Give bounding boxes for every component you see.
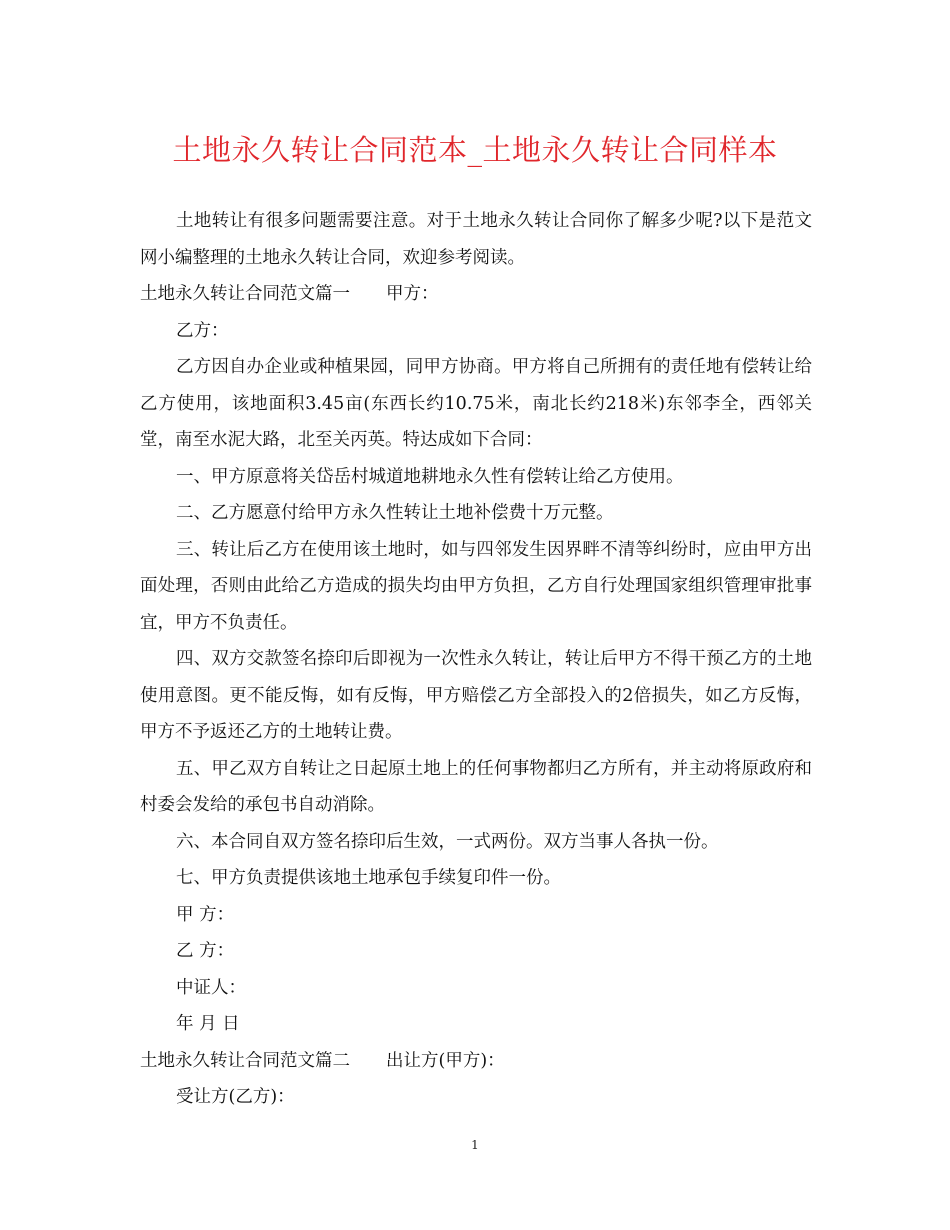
section1-party-b: 乙方： — [176, 320, 229, 341]
section1-preamble: 乙方因自办企业或种植果园，同甲方协商。甲方将自己所拥有的责任地有偿转让给乙方使用，该地面积3.45亩(东西长约10.75米，南北长约218米)东邻李全，西邻关堂，南至水泥大路，北至关丙英。特达成如下合同： — [140, 357, 812, 450]
section2-transferee: 受让方(乙方)： — [176, 1087, 295, 1107]
section2-heading: 土地永久转让合同范文篇二 — [140, 1050, 350, 1071]
section1-heading-row — [140, 276, 812, 313]
section1-heading: 土地永久转让合同范文篇一 — [140, 284, 350, 304]
document-body — [140, 203, 812, 1116]
clause-6: 六、本合同自双方签名捺印后生效，一式两份。双方当事人各执一份。 — [176, 831, 719, 852]
clause-3: 三、转让后乙方在使用该土地时，如与四邻发生因界畔不清等纠纷时，应由甲方出面处理，否则由此给乙方造成的损失均由甲方负担，乙方自行处理国家组织管理审批事宜，甲方不负责任。 — [140, 539, 812, 633]
signature-party-b: 乙 方： — [176, 941, 235, 961]
clause-1: 一、甲方原意将关岱岳村城道地耕地永久性有偿转让给乙方使用。 — [176, 466, 684, 487]
section1-party-a: 甲方： — [386, 284, 439, 304]
clause-4: 四、双方交款签名捺印后即视为一次性永久转让，转让后甲方不得干预乙方的土地使用意图。更不能反悔，如有反悔，甲方赔偿乙方全部投入的2倍损失，如乙方反悔，甲方不予返还乙方的土地转让费。 — [140, 649, 812, 742]
document-title: 土地永久转让合同范本_土地永久转让合同样本 — [172, 133, 778, 167]
clause-5: 五、甲乙双方自转让之日起原土地上的任何事物都归乙方所有，并主动将原政府和村委会发给的承包书自动消除。 — [140, 758, 812, 815]
clause-7: 七、甲方负责提供该地土地承包手续复印件一份。 — [176, 868, 561, 888]
section2-heading-row — [140, 1043, 812, 1080]
intro-paragraph: 土地转让有很多问题需要注意。对于土地永久转让合同你了解多少呢?以下是范文网小编整理的土地永久转让合同，欢迎参考阅读。 — [140, 211, 812, 268]
signature-date: 年 月 日 — [176, 1014, 240, 1034]
signature-party-a: 甲 方： — [176, 904, 235, 925]
page-number: 1 — [471, 1138, 479, 1152]
signature-witness: 中证人： — [176, 977, 246, 998]
section2-transferor: 出让方(甲方)： — [386, 1050, 505, 1071]
clause-2: 二、乙方愿意付给甲方永久性转让土地补偿费十万元整。 — [176, 503, 614, 523]
